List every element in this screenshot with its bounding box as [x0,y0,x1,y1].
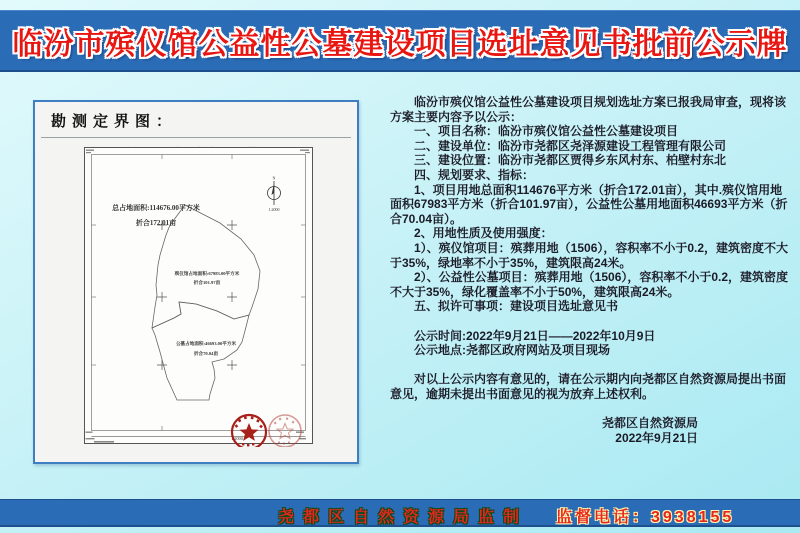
notice-item: 五、拟许可事项：建设项目选址意见书 [414,299,619,314]
notice-item: 三、建设位置：临汾市尧都区贾得乡东风村东、柏壁村东北 [414,153,727,168]
cemetery-area-label-line2: 折合70.04亩 [193,351,219,356]
survey-map [84,147,314,452]
notice-item: 2、用地性质及使用强度： [414,226,553,241]
footer-supervisor: 尧都区自然资源局监制 [278,509,529,526]
panel-divider [41,137,351,138]
cemetery-area-label-line1: 公墓占地面积:46693.00平方米 [175,341,237,346]
signature-date: 2022年9月21日 [615,430,698,445]
notice-intro: 临汾市殡仪馆公益性公墓建设项目规划选址方案已报我局审查，现将该方案主要内容予以公示： [390,95,787,124]
notice-item: 一、项目名称：临汾市殡仪馆公益性公墓建设项目 [414,124,679,139]
notice-text [390,95,790,445]
survey-map-drawing [84,147,314,447]
map-outer-frame [85,148,313,444]
banner [0,10,800,72]
notice-item: 1、项目用地总面积114676平方米（折合172.01亩），其中.殡仪馆用地面积67983平方米（折合101.97亩），公益性公墓用地面积46693平方米（折合70.04亩）。 [390,182,788,226]
footer-phone: 监督电话：3938155 [556,509,735,526]
funeral-area-label-line2: 折合101.97亩 [193,280,221,285]
page-title: 临汾市殡仪馆公益性公墓建设项目选址意见书批前公示牌 [12,27,788,61]
map-scale-label: 1:2000 [231,436,243,441]
svg-text:N: N [272,175,276,181]
feedback-note: 对以上公示内容有意见的，请在公示期内向尧都区自然资源局提出书面意见，逾期未提出书面意见的视为放弃上述权利。 [390,372,787,401]
signature-org: 尧都区自然资源局 [601,416,698,431]
notice-item: 2）、公益性公墓项目：殡葬用地（1506），容积率不小于0.2，建筑密度不大于35%，绿化覆盖率不小于50%，建筑限高24米。 [390,270,789,299]
funeral-area-label-line1: 殡仪馆占地面积:67983.00平方米 [174,271,240,276]
notice-item: 四、规划要求、指标： [414,167,535,182]
signature-block [390,416,790,445]
footer-bar [0,499,800,527]
total-area-label-line1: 总占地面积:114676.00平方米 [112,204,200,212]
survey-panel-heading: 勘测定界图： [51,113,178,130]
north-arrow-scale: 1:2000 [268,207,280,212]
total-area-label-line2: 折合172.01亩 [135,219,177,227]
notice-item: 二、建设单位：临汾市尧都区尧泽源建设工程管理有限公司 [414,138,727,153]
publicity-time: 公示时间:2022年9月21日——2022年10月9日 [414,328,656,343]
survey-panel [33,100,359,464]
notice-item: 1）、殡仪馆项目：殡葬用地（1506），容积率不小于0.2，建筑密度不大于35%，绿地率不小于35%，建筑限高24米。 [390,240,789,270]
publicity-place: 公示地点:尧都区政府网站及项目现场 [414,343,610,358]
